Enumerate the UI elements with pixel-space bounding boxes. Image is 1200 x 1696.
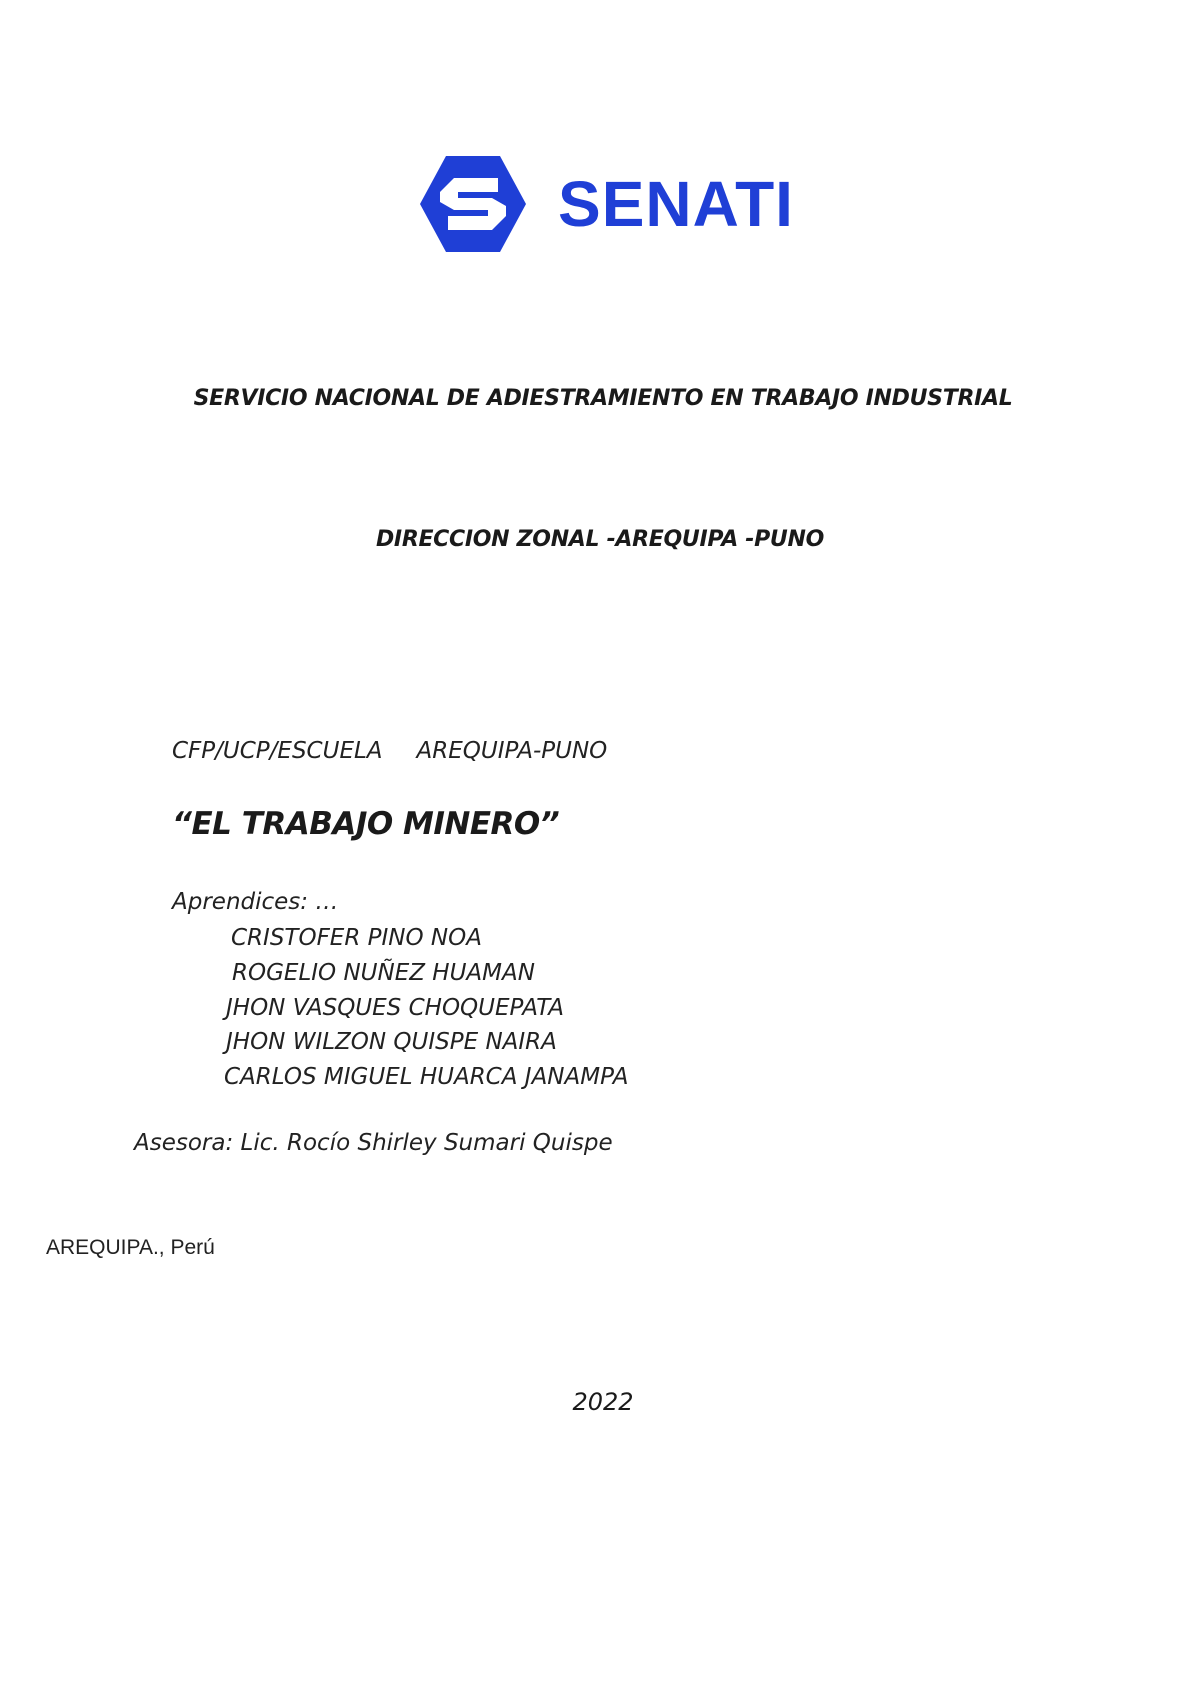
apprentices-label: Aprendices: … [172, 889, 339, 915]
cfp-value: AREQUIPA-PUNO [416, 738, 608, 764]
location-line: AREQUIPA., Perú [46, 1236, 215, 1259]
apprentice-name: CRISTOFER PINO NOA [231, 925, 482, 951]
senati-logo-text: SENATI [558, 168, 794, 240]
zone-heading: DIRECCION ZONAL -AREQUIPA -PUNO [375, 527, 825, 552]
apprentice-name: CARLOS MIGUEL HUARCA JANAMPA [224, 1064, 629, 1090]
apprentice-name: JHON WILZON QUISPE NAIRA [226, 1029, 557, 1055]
senati-logo [418, 154, 794, 254]
apprentice-name: ROGELIO NUÑEZ HUAMAN [232, 960, 535, 986]
apprentice-name: JHON VASQUES CHOQUEPATA [226, 995, 564, 1021]
year: 2022 [572, 1388, 634, 1416]
senati-hexagon-icon [418, 154, 528, 254]
document-title: “EL TRABAJO MINERO” [172, 806, 560, 842]
advisor-line: Asesora: Lic. Rocío Shirley Sumari Quispe [134, 1130, 613, 1156]
institution-heading: SERVICIO NACIONAL DE ADIESTRAMIENTO EN TRABAJO INDUSTRIAL [193, 386, 1013, 411]
cfp-label: CFP/UCP/ESCUELA [172, 738, 383, 764]
cfp-line [172, 738, 607, 764]
